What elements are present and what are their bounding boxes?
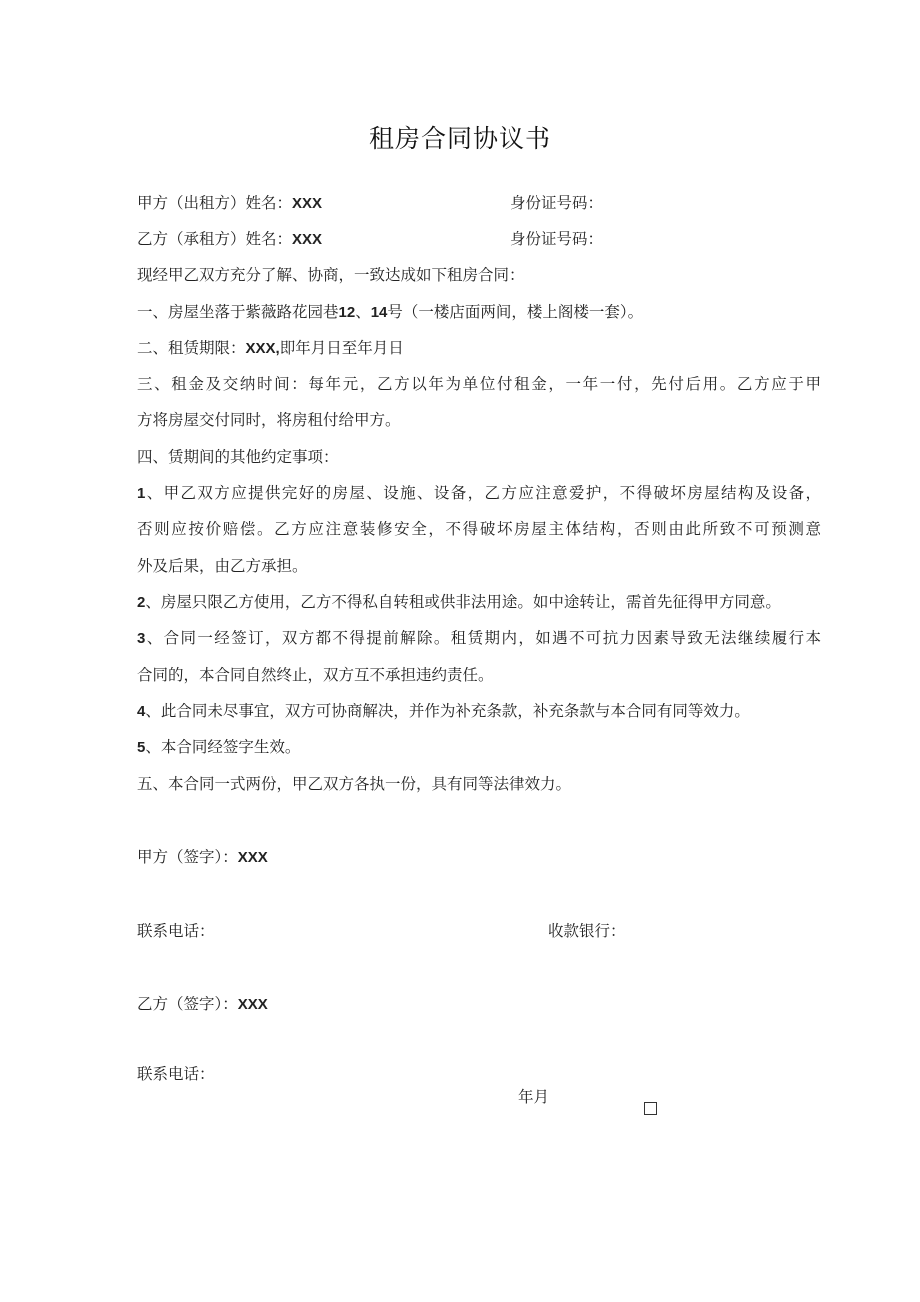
date-text: 年月 xyxy=(518,1088,550,1106)
party-a-signature-name: XXX xyxy=(237,849,268,866)
party-a-signature xyxy=(137,846,268,869)
clause-1-text: 一、房屋坐落于紫薇路花园巷 xyxy=(137,303,339,321)
checkbox-square[interactable] xyxy=(644,1102,657,1115)
party-b-signature xyxy=(137,993,268,1016)
clause-5: 五、本合同一式两份，甲乙双方各执一份，具有同等法律效力。 xyxy=(137,775,572,793)
item-5 xyxy=(137,736,300,759)
item-5-text: 、本合同经签字生效。 xyxy=(145,738,301,756)
party-b-signature-label: 乙方（签字）： xyxy=(137,995,238,1013)
party-b-id-label: 身份证号码： xyxy=(510,230,604,248)
clause-2 xyxy=(137,337,404,360)
item-2-number: 2 xyxy=(137,594,146,611)
item-4-text: 、此合同未尽事宜，双方可协商解决，并作为补充条款，补充条款与本合同有同等效力。 xyxy=(145,702,750,720)
party-b-label: 乙方（承租方）姓名： xyxy=(137,230,293,248)
item-3-text: 、合同一经签订，双方都不得提前解除。租赁期内，如遇不可抗力因素导致无法继续履行本 xyxy=(145,629,821,647)
clause-3-line-2: 方将房屋交付同时，将房租付给甲方。 xyxy=(137,411,401,429)
party-a-signature-label: 甲方（签字）： xyxy=(137,848,238,866)
item-4-number: 4 xyxy=(137,703,146,720)
item-2-text: 、房屋只限乙方使用，乙方不得私自转租或供非法用途。如中途转让，需首先征得甲方同意。 xyxy=(145,593,781,611)
clause-2-term: XXX, xyxy=(245,340,280,357)
party-b-phone-label: 联系电话： xyxy=(137,1065,215,1083)
clause-1-number-1: 12 xyxy=(338,304,356,321)
party-b-signature-name: XXX xyxy=(237,996,268,1013)
item-1-line-3: 外及后果，由乙方承担。 xyxy=(137,557,308,575)
intro-text: 现经甲乙双方充分了解、协商，一致达成如下租房合同： xyxy=(137,266,525,284)
party-a-id-label: 身份证号码： xyxy=(510,194,604,212)
clause-1-number-2: 14 xyxy=(370,304,388,321)
party-a-name: XXX xyxy=(292,195,323,212)
clause-3-line-1: 三、租金及交纳时间：每年元，乙方以年为单位付租金，一年一付，先付后用。乙方应于甲 xyxy=(137,375,821,393)
item-4 xyxy=(137,700,750,723)
clause-1-tail: 号（一楼店面两间，楼上阁楼一套）。 xyxy=(387,303,644,321)
item-5-number: 5 xyxy=(137,739,146,756)
party-b-name: XXX xyxy=(292,231,323,248)
item-1-number: 1 xyxy=(137,485,146,502)
party-a-phone-label: 联系电话： xyxy=(137,922,215,940)
bank-label: 收款银行： xyxy=(548,922,626,940)
item-1-line-1 xyxy=(137,482,821,505)
item-1-line-2: 否则应按价赔偿。乙方应注意装修安全，不得破坏房屋主体结构，否则由此所致不可预测意 xyxy=(137,520,821,538)
clause-1 xyxy=(137,301,643,324)
item-2 xyxy=(137,591,781,614)
item-1-text: 、甲乙双方应提供完好的房屋、设施、设备，乙方应注意爱护，不得破坏房屋结构及设备， xyxy=(145,484,821,502)
clause-4-title: 四、赁期间的其他约定事项： xyxy=(137,448,339,466)
clause-1-separator: 、 xyxy=(355,303,371,321)
party-a-line xyxy=(137,192,322,215)
document-title: 租房合同协议书 xyxy=(368,124,551,153)
party-a-label: 甲方（出租方）姓名： xyxy=(137,194,293,212)
item-3-number: 3 xyxy=(137,630,146,647)
item-3-line-2: 合同的，本合同自然终止，双方互不承担违约责任。 xyxy=(137,666,494,684)
item-3-line-1 xyxy=(137,627,821,650)
clause-2-text: 二、租赁期限： xyxy=(137,339,246,357)
party-b-line xyxy=(137,228,322,251)
clause-2-tail: 即年月日至年月日 xyxy=(279,339,404,357)
